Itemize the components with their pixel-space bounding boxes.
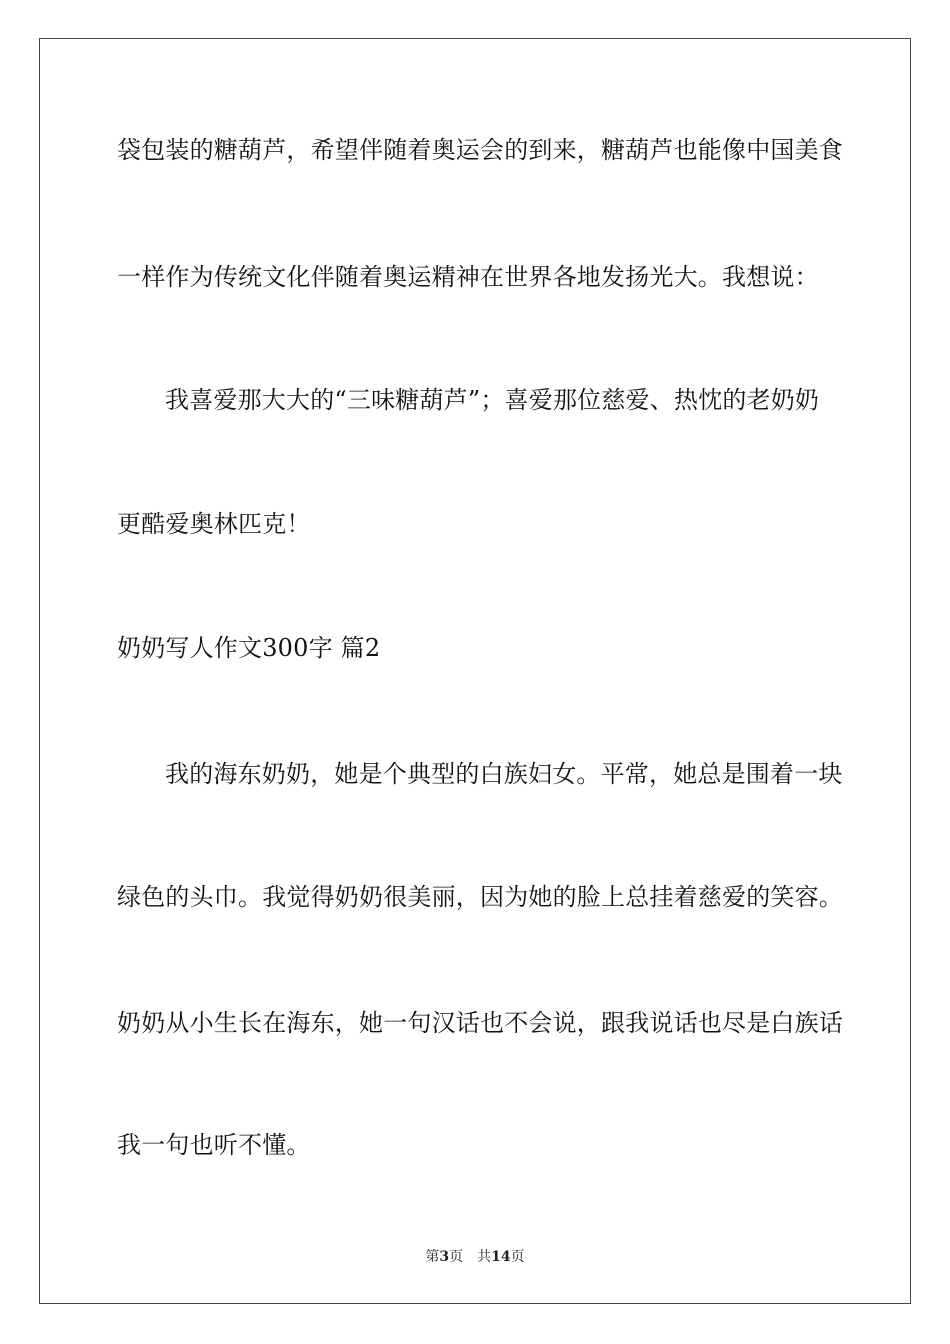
section-heading: 奶奶写人作文300字 篇2 <box>117 634 381 662</box>
total-prefix: 共 <box>477 1249 492 1265</box>
total-pages: 14 <box>491 1249 511 1265</box>
total-suffix: 页 <box>510 1249 525 1265</box>
page-suffix: 页 <box>449 1249 464 1265</box>
page-prefix: 第 <box>425 1249 440 1265</box>
page-number: 3 <box>439 1249 450 1265</box>
text-line: 一样作为传统文化伴随着奥运精神在世界各地发扬光大。我想说： <box>117 263 819 291</box>
paragraph-start-line: 我的海东奶奶，她是个典型的白族妇女。平常，她总是围着一块 <box>165 760 843 788</box>
paragraph-start-line: 我喜爱那大大的“三味糖葫芦”；喜爱那位慈爱、热忱的老奶奶 <box>165 386 820 414</box>
text-line: 我一句也听不懂。 <box>117 1131 311 1159</box>
page-footer <box>0 1248 950 1266</box>
text-line: 绿色的头巾。我觉得奶奶很美丽，因为她的脸上总挂着慈爱的笑容。 <box>117 883 843 911</box>
text-line: 袋包装的糖葫芦，希望伴随着奥运会的到来，糖葫芦也能像中国美食 <box>117 136 843 164</box>
text-line: 更酷爱奥林匹克！ <box>117 510 311 538</box>
page-border <box>39 38 911 1304</box>
text-line: 奶奶从小生长在海东，她一句汉话也不会说，跟我说话也尽是白族话 <box>117 1009 843 1037</box>
